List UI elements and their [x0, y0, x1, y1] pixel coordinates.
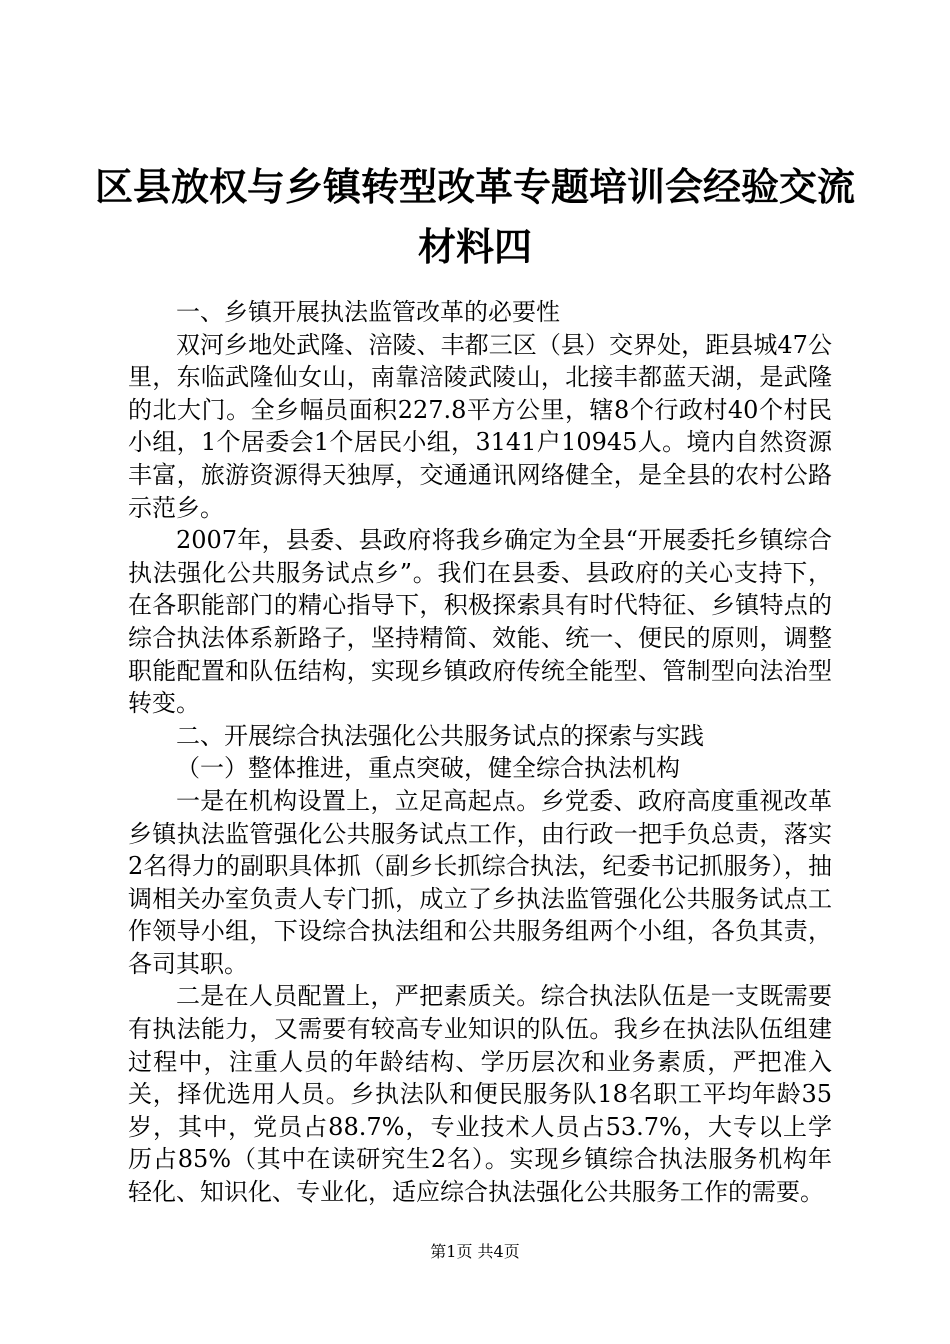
body-paragraph: 双河乡地处武隆、涪陵、丰都三区（县）交界处，距县城47公里，东临武隆仙女山，南靠涪陵武陵山，北接丰都蓝天湖，是武隆的北大门。全乡幅员面积227.8平方公里，辖8个行政村40个村民小组，1个居委会1个居民小组，3141户10945人。境内自然资源丰富，旅游资源得天独厚，交通通讯网络健全，是全县的农村公路示范乡。 — [128, 330, 832, 522]
document-title-line-1: 区县放权与乡镇转型改革专题培训会经验交流 — [94, 164, 855, 209]
subsection-heading: （一）整体推进，重点突破，健全综合执法机构 — [176, 754, 680, 783]
document-body — [128, 296, 832, 1209]
document-title-line-2: 材料四 — [417, 224, 532, 269]
section-heading: 一、乡镇开展执法监管改革的必要性 — [176, 298, 560, 326]
section-heading: 二、开展综合执法强化公共服务试点的探索与实践 — [176, 721, 704, 750]
body-paragraph: 一是在机构设置上，立足高起点。乡党委、政府高度重视改革乡镇执法监管强化公共服务试点工作，由行政一把手负总责，落实2名得力的副职具体抓（副乡长抓综合执法，纪委书记抓服务），抽调相关办室负责人专门抓，成立了乡执法监管强化公共服务试点工作领导小组，下设综合执法组和公共服务组两个小组，各负其责，各司其职。 — [128, 786, 832, 978]
page-footer: 第1页 共4页 — [430, 1242, 520, 1261]
body-paragraph: 二是在人员配置上，严把素质关。综合执法队伍是一支既需要有执法能力，又需要有较高专业知识的队伍。我乡在执法队伍组建过程中，注重人员的年龄结构、学历层次和业务素质，严把准入关，择优选用人员。乡执法队和便民服务队18名职工平均年龄35岁，其中，党员占88.7%，专业技术人员占53.7%，大专以上学历占85%（其中在读研究生2名）。实现乡镇综合执法服务机构年轻化、知识化、专业化，适应综合执法强化公共服务工作的需要。 — [128, 982, 832, 1207]
body-paragraph: 2007年，县委、县政府将我乡确定为全县“开展委托乡镇综合执法强化公共服务试点乡”。我们在县委、县政府的关心支持下，在各职能部门的精心指导下，积极探索具有时代特征、乡镇特点的综合执法体系新路子，坚持精简、效能、统一、便民的原则，调整职能配置和队伍结构，实现乡镇政府传统全能型、管制型向法治型转变。 — [128, 526, 832, 718]
